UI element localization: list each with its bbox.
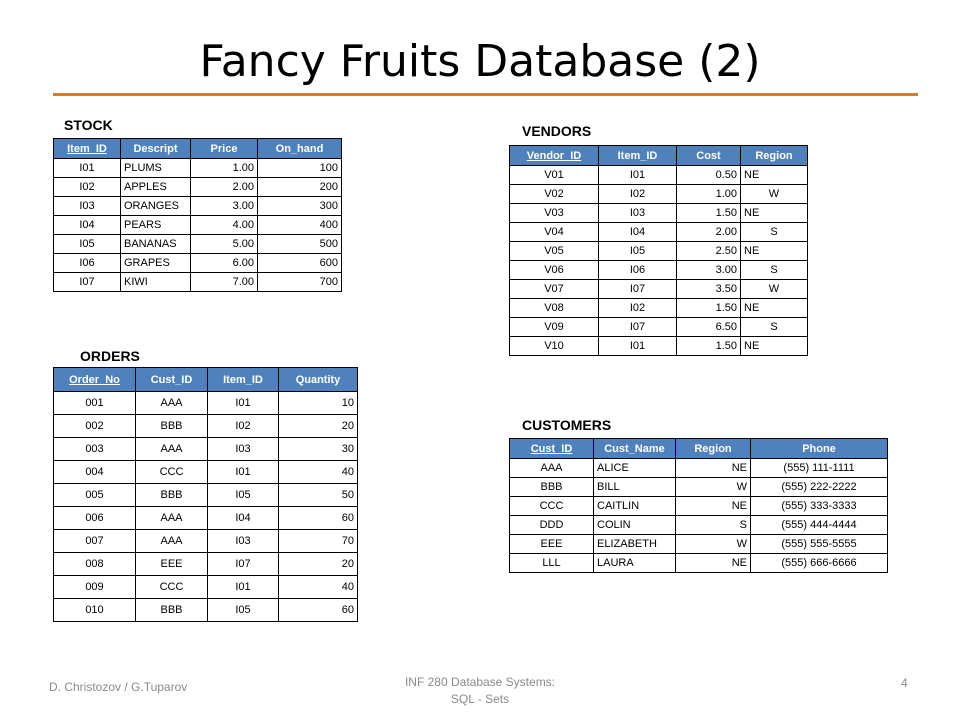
stock-cell: BANANAS (121, 235, 191, 254)
table-row (510, 185, 808, 204)
orders-header-item-id: Item_ID (208, 368, 279, 392)
vendors-cell: I05 (599, 242, 677, 261)
vendors-cell: 1.50 (677, 299, 741, 318)
orders-cell: 010 (54, 599, 136, 622)
vendors-cell: 2.50 (677, 242, 741, 261)
table-row (510, 497, 888, 516)
vendors-cell: NE (741, 204, 808, 223)
orders-cell: 006 (54, 507, 136, 530)
footer-course-line1: INF 280 Database Systems: (404, 675, 556, 689)
table-row (510, 280, 808, 299)
vendors-cell: I01 (599, 166, 677, 185)
vendors-cell: NE (741, 337, 808, 356)
orders-cell: AAA (136, 530, 208, 553)
orders-cell: 40 (279, 461, 358, 484)
orders-cell: 004 (54, 461, 136, 484)
vendors-cell: V08 (510, 299, 599, 318)
orders-cell: EEE (136, 553, 208, 576)
orders-cell: 60 (279, 507, 358, 530)
orders-cell: 70 (279, 530, 358, 553)
customers-cell: EEE (510, 535, 594, 554)
stock-cell: 100 (258, 159, 342, 178)
vendors-cell: I07 (599, 318, 677, 337)
table-row (54, 507, 358, 530)
orders-cell: AAA (136, 438, 208, 461)
vendors-cell: NE (741, 242, 808, 261)
table-row (510, 166, 808, 185)
table-row (54, 254, 342, 273)
customers-cell: NE (676, 459, 751, 478)
vendors-cell: I06 (599, 261, 677, 280)
stock-cell: 400 (258, 216, 342, 235)
table-row (54, 484, 358, 507)
vendors-cell: I02 (599, 299, 677, 318)
stock-table (53, 138, 342, 292)
orders-header-cust-id: Cust_ID (136, 368, 208, 392)
vendors-cell: V03 (510, 204, 599, 223)
stock-cell: I04 (54, 216, 121, 235)
orders-cell: I02 (208, 415, 279, 438)
orders-cell: 002 (54, 415, 136, 438)
stock-cell: KIWI (121, 273, 191, 292)
vendors-cell: I07 (599, 280, 677, 299)
table-row (54, 576, 358, 599)
customers-cell: CAITLIN (594, 497, 676, 516)
vendors-cell: I02 (599, 185, 677, 204)
vendors-cell: 2.00 (677, 223, 741, 242)
orders-cell: 009 (54, 576, 136, 599)
vendors-cell: 1.00 (677, 185, 741, 204)
customers-cell: LAURA (594, 554, 676, 573)
customers-header-region: Region (676, 439, 751, 459)
customers-cell: (555) 444-4444 (751, 516, 888, 535)
vendors-cell: 1.50 (677, 204, 741, 223)
stock-cell: I07 (54, 273, 121, 292)
vendors-header-vendor-id: Vendor_ID (510, 146, 599, 166)
vendors-cell: S (741, 318, 808, 337)
table-row (54, 273, 342, 292)
table-row (510, 261, 808, 280)
customers-cell: CCC (510, 497, 594, 516)
customers-cell: W (676, 535, 751, 554)
table-row (510, 242, 808, 261)
orders-cell: 50 (279, 484, 358, 507)
vendors-cell: V05 (510, 242, 599, 261)
orders-cell: 10 (279, 392, 358, 415)
orders-cell: AAA (136, 507, 208, 530)
vendors-cell: W (741, 185, 808, 204)
customers-cell: (555) 111-1111 (751, 459, 888, 478)
stock-cell: 5.00 (191, 235, 258, 254)
vendors-cell: V02 (510, 185, 599, 204)
vendors-cell: V07 (510, 280, 599, 299)
stock-header-descript: Descript (121, 139, 191, 159)
vendors-header-region: Region (741, 146, 808, 166)
customers-header-cust-id: Cust_ID (510, 439, 594, 459)
vendors-cell: I01 (599, 337, 677, 356)
orders-cell: I01 (208, 576, 279, 599)
vendors-header-item-id: Item_ID (599, 146, 677, 166)
footer-authors: D. Christozov / G.Tuparov (49, 680, 188, 694)
table-row (54, 178, 342, 197)
stock-cell: GRAPES (121, 254, 191, 273)
stock-cell: 500 (258, 235, 342, 254)
stock-cell: 2.00 (191, 178, 258, 197)
customers-cell: LLL (510, 554, 594, 573)
customers-cell: (555) 222-2222 (751, 478, 888, 497)
orders-cell: BBB (136, 415, 208, 438)
table-row (54, 159, 342, 178)
customers-heading: CUSTOMERS (522, 417, 612, 433)
orders-cell: 008 (54, 553, 136, 576)
table-row (54, 438, 358, 461)
customers-table (509, 438, 888, 573)
stock-cell: 300 (258, 197, 342, 216)
vendors-cell: S (741, 223, 808, 242)
orders-cell: I05 (208, 599, 279, 622)
customers-cell: DDD (510, 516, 594, 535)
vendors-cell: NE (741, 299, 808, 318)
stock-cell: 3.00 (191, 197, 258, 216)
stock-cell: 6.00 (191, 254, 258, 273)
customers-cell: ELIZABETH (594, 535, 676, 554)
stock-cell: I02 (54, 178, 121, 197)
orders-cell: I04 (208, 507, 279, 530)
orders-cell: 20 (279, 415, 358, 438)
vendors-table (509, 145, 808, 356)
slide-title: Fancy Fruits Database (2) (199, 36, 761, 87)
customers-cell: NE (676, 497, 751, 516)
customers-cell: S (676, 516, 751, 535)
stock-cell: 200 (258, 178, 342, 197)
table-row (510, 299, 808, 318)
orders-cell: CCC (136, 461, 208, 484)
table-row (54, 530, 358, 553)
orders-cell: BBB (136, 599, 208, 622)
table-row (54, 599, 358, 622)
page-number: 4 (901, 676, 908, 690)
stock-cell: I06 (54, 254, 121, 273)
orders-heading: ORDERS (80, 348, 140, 364)
vendors-cell: I03 (599, 204, 677, 223)
orders-cell: I01 (208, 461, 279, 484)
vendors-cell: V01 (510, 166, 599, 185)
vendors-cell: V04 (510, 223, 599, 242)
vendors-cell: 1.50 (677, 337, 741, 356)
customers-cell: W (676, 478, 751, 497)
vendors-cell: V06 (510, 261, 599, 280)
stock-cell: I03 (54, 197, 121, 216)
stock-cell: 7.00 (191, 273, 258, 292)
vendors-cell: S (741, 261, 808, 280)
vendors-cell: V09 (510, 318, 599, 337)
orders-header-order-no: Order_No (54, 368, 136, 392)
table-row (54, 197, 342, 216)
footer-course (350, 674, 610, 708)
orders-table (53, 367, 358, 622)
customers-cell: (555) 666-6666 (751, 554, 888, 573)
stock-cell: 700 (258, 273, 342, 292)
table-row (510, 204, 808, 223)
orders-cell: I03 (208, 438, 279, 461)
orders-cell: 007 (54, 530, 136, 553)
stock-cell: 1.00 (191, 159, 258, 178)
customers-cell: BILL (594, 478, 676, 497)
stock-cell: PLUMS (121, 159, 191, 178)
orders-cell: 003 (54, 438, 136, 461)
customers-header-cust-name: Cust_Name (594, 439, 676, 459)
table-row (510, 337, 808, 356)
stock-cell: 600 (258, 254, 342, 273)
table-row (510, 318, 808, 337)
stock-cell: ORANGES (121, 197, 191, 216)
orders-cell: 40 (279, 576, 358, 599)
stock-cell: I05 (54, 235, 121, 254)
orders-cell: I03 (208, 530, 279, 553)
orders-cell: BBB (136, 484, 208, 507)
orders-cell: I07 (208, 553, 279, 576)
vendors-cell: 6.50 (677, 318, 741, 337)
table-row (510, 459, 888, 478)
table-row (510, 223, 808, 242)
customers-cell: (555) 333-3333 (751, 497, 888, 516)
table-row (54, 392, 358, 415)
vendors-heading: VENDORS (522, 123, 592, 139)
table-row (54, 235, 342, 254)
stock-cell: PEARS (121, 216, 191, 235)
table-row (510, 535, 888, 554)
stock-header-item-id: Item_ID (54, 139, 121, 159)
table-row (54, 461, 358, 484)
customers-cell: COLIN (594, 516, 676, 535)
customers-cell: NE (676, 554, 751, 573)
vendors-header-cost: Cost (677, 146, 741, 166)
orders-cell: 30 (279, 438, 358, 461)
vendors-cell: W (741, 280, 808, 299)
orders-cell: I05 (208, 484, 279, 507)
stock-cell: APPLES (121, 178, 191, 197)
customers-cell: AAA (510, 459, 594, 478)
vendors-cell: V10 (510, 337, 599, 356)
vendors-cell: 3.50 (677, 280, 741, 299)
table-row (54, 415, 358, 438)
stock-cell: I01 (54, 159, 121, 178)
orders-cell: AAA (136, 392, 208, 415)
vendors-cell: NE (741, 166, 808, 185)
table-row (510, 516, 888, 535)
table-row (510, 554, 888, 573)
customers-cell: BBB (510, 478, 594, 497)
stock-cell: 4.00 (191, 216, 258, 235)
orders-cell: 20 (279, 553, 358, 576)
orders-cell: I01 (208, 392, 279, 415)
orders-cell: 60 (279, 599, 358, 622)
orders-cell: CCC (136, 576, 208, 599)
customers-cell: ALICE (594, 459, 676, 478)
vendors-cell: 3.00 (677, 261, 741, 280)
table-row (54, 553, 358, 576)
vendors-cell: I04 (599, 223, 677, 242)
table-row (510, 478, 888, 497)
customers-cell: (555) 555-5555 (751, 535, 888, 554)
orders-header-quantity: Quantity (279, 368, 358, 392)
footer-course-line2: SQL - Sets (450, 692, 510, 706)
stock-heading: STOCK (64, 117, 113, 133)
title-divider (53, 93, 918, 96)
orders-cell: 005 (54, 484, 136, 507)
stock-header-on-hand: On_hand (258, 139, 342, 159)
stock-header-price: Price (191, 139, 258, 159)
customers-header-phone: Phone (751, 439, 888, 459)
table-row (54, 216, 342, 235)
orders-cell: 001 (54, 392, 136, 415)
vendors-cell: 0.50 (677, 166, 741, 185)
